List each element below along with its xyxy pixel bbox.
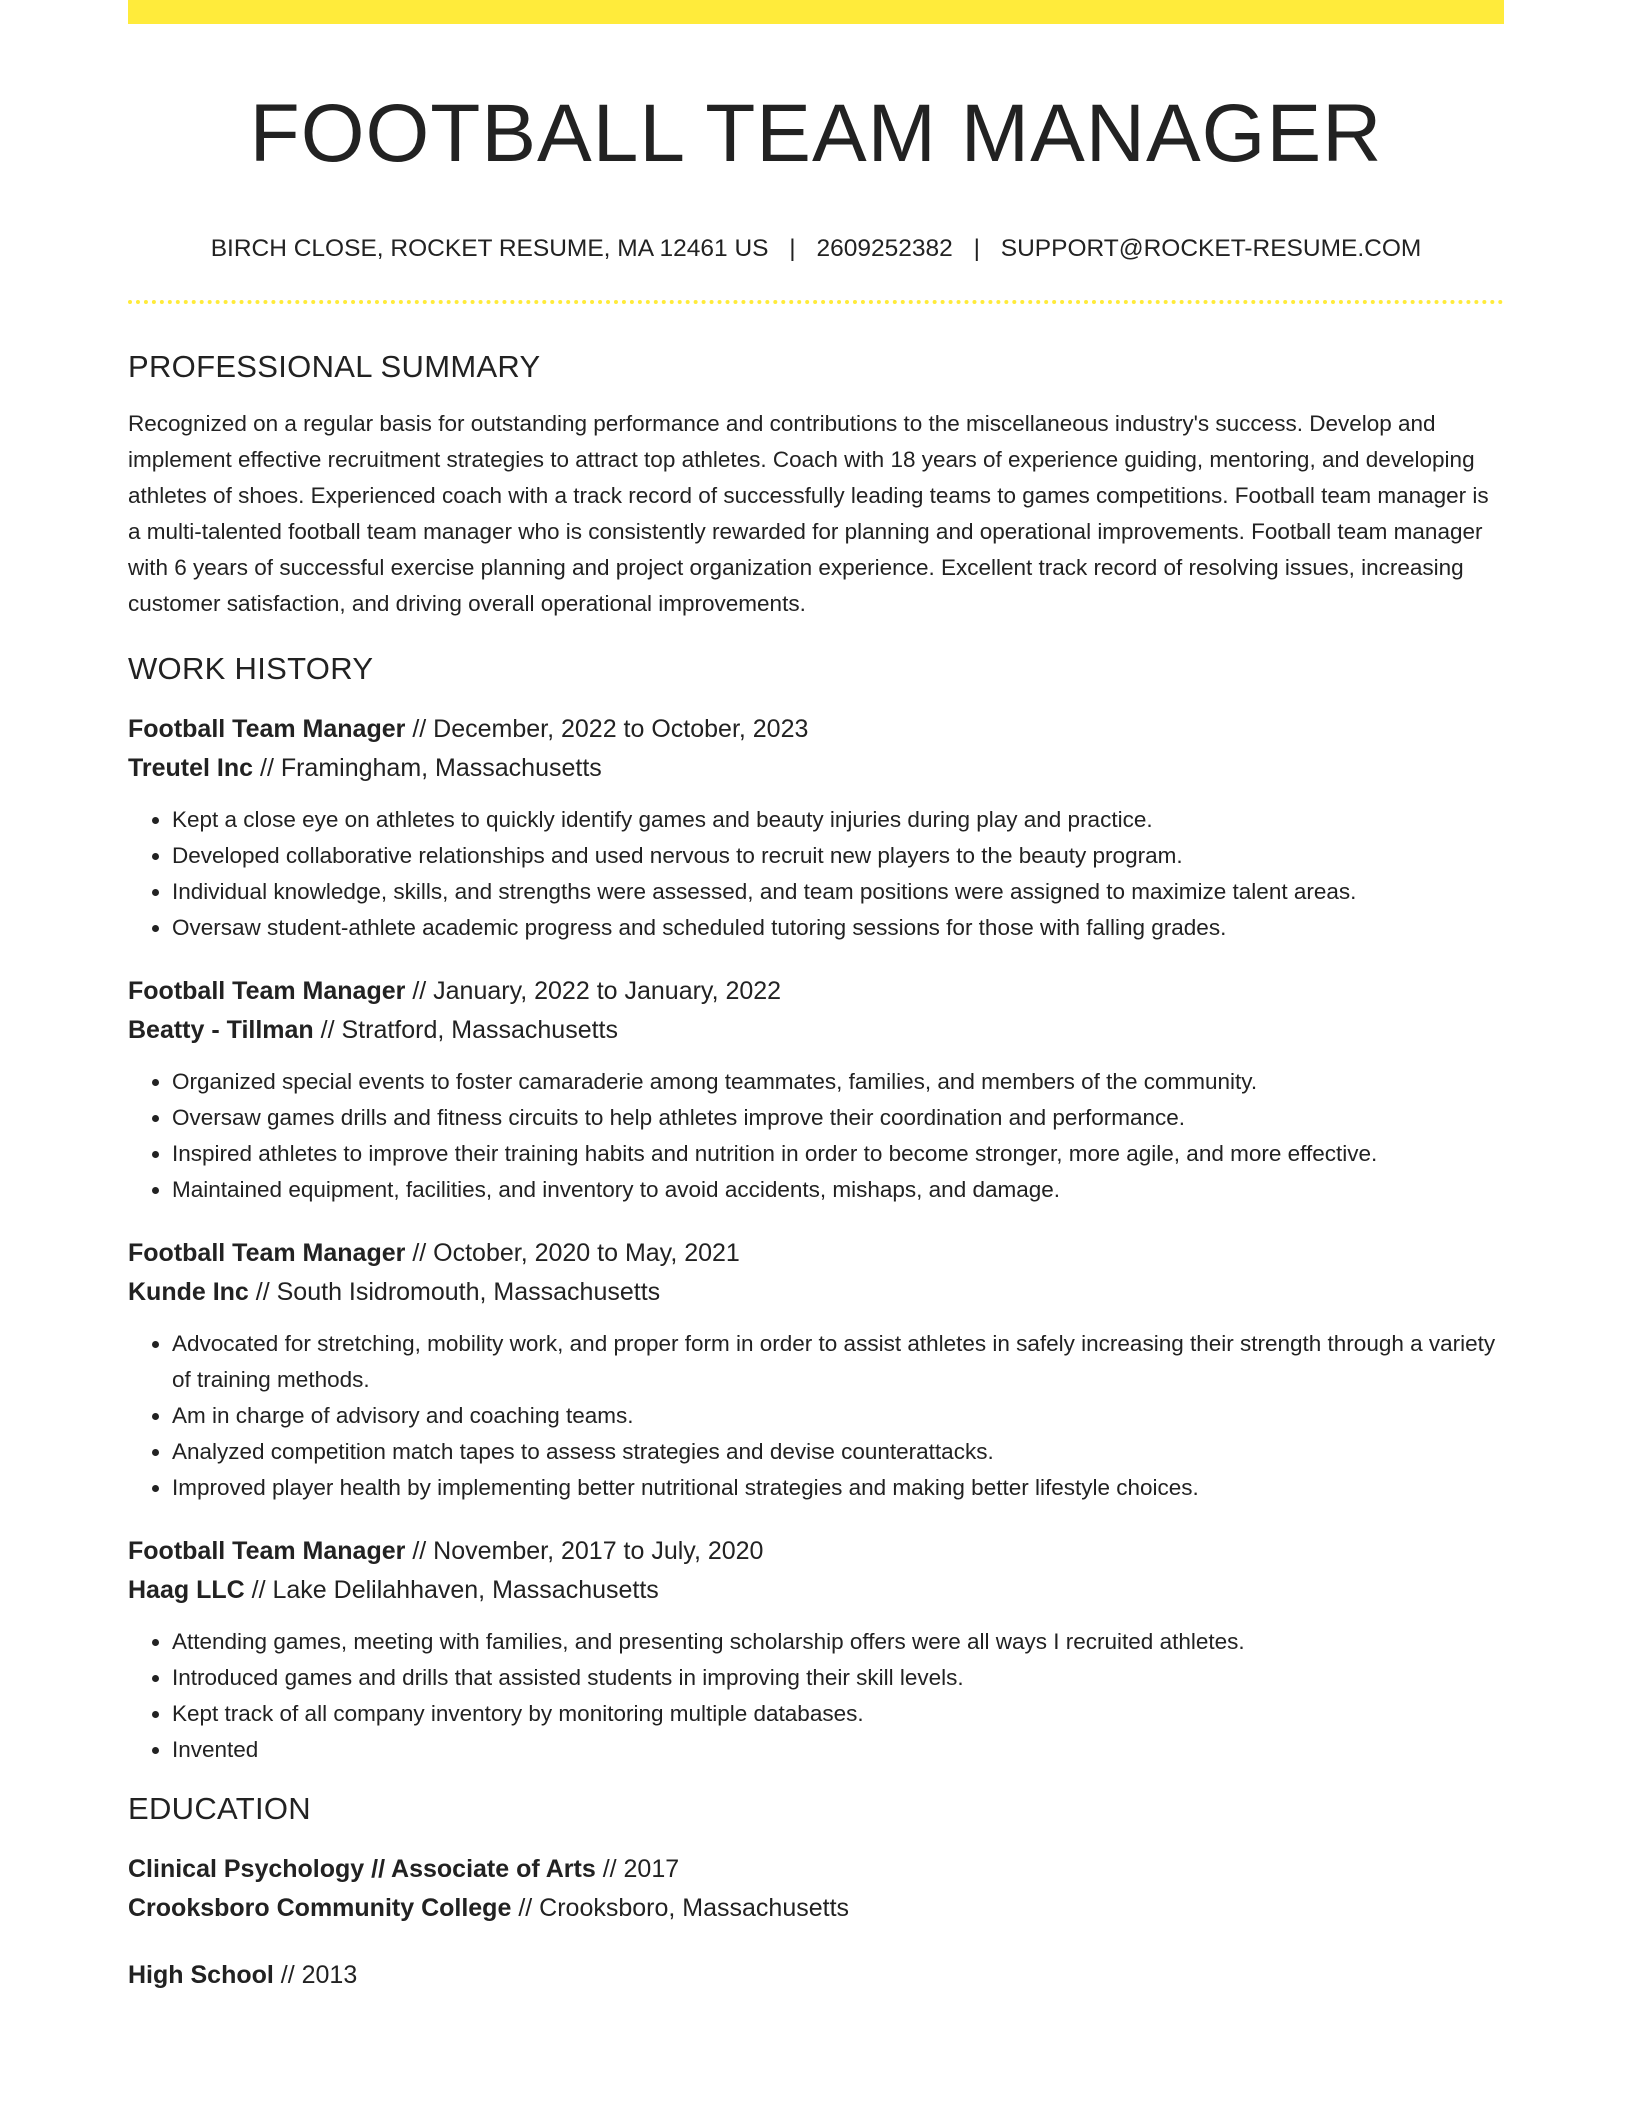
job-role: Football Team Manager bbox=[128, 1537, 406, 1565]
job-title-line bbox=[128, 710, 1504, 749]
education-degree: High School bbox=[128, 1961, 274, 1989]
list-item: • Advocated for stretching, mobility work, and proper form in order to assist athletes in safely increasing their strength through a variety of training methods. bbox=[172, 1326, 1504, 1398]
job-entry bbox=[128, 1532, 1504, 1768]
job-company-line bbox=[128, 1273, 1504, 1312]
list-item: • Individual knowledge, skills, and strengths were assessed, and team positions were assigned to maximize talent areas. bbox=[172, 874, 1504, 910]
education-degree-line bbox=[128, 1956, 1504, 1995]
job-entry bbox=[128, 710, 1504, 946]
job-entry bbox=[128, 1234, 1504, 1506]
education-school-line bbox=[128, 1889, 1504, 1928]
job-dates: // October, 2020 to May, 2021 bbox=[412, 1239, 740, 1267]
education-heading: EDUCATION bbox=[128, 1791, 311, 1826]
work-history-heading: WORK HISTORY bbox=[128, 651, 374, 686]
list-item: • Introduced games and drills that assisted students in improving their skill levels. bbox=[172, 1660, 1504, 1696]
job-title-line bbox=[128, 1234, 1504, 1273]
list-item: • Organized special events to foster camaraderie among teammates, families, and members of the community. bbox=[172, 1064, 1504, 1100]
list-item: • Maintained equipment, facilities, and inventory to avoid accidents, mishaps, and damage. bbox=[172, 1172, 1504, 1208]
list-item: • Improved player health by implementing better nutritional strategies and making better lifestyle choices. bbox=[172, 1470, 1504, 1506]
job-dates: // January, 2022 to January, 2022 bbox=[412, 977, 782, 1005]
list-item: • Developed collaborative relationships and used nervous to recruit new players to the beauty program. bbox=[172, 838, 1504, 874]
header-divider bbox=[128, 300, 1504, 304]
contact-email: SUPPORT@ROCKET-RESUME.COM bbox=[1000, 235, 1422, 262]
job-location: // Stratford, Massachusetts bbox=[320, 1016, 618, 1044]
job-dates: // December, 2022 to October, 2023 bbox=[412, 715, 809, 743]
list-item: • Invented bbox=[172, 1732, 1504, 1768]
education-location: // Crooksboro, Massachusetts bbox=[518, 1894, 850, 1922]
work-history-list bbox=[128, 710, 1504, 1768]
job-bullets bbox=[128, 1326, 1504, 1506]
contact-address: BIRCH CLOSE, ROCKET RESUME, MA 12461 US bbox=[210, 235, 769, 262]
education-degree: Clinical Psychology // Associate of Arts bbox=[128, 1855, 596, 1883]
summary-heading: PROFESSIONAL SUMMARY bbox=[128, 349, 541, 384]
list-item: • Am in charge of advisory and coaching teams. bbox=[172, 1398, 1504, 1434]
list-item: • Kept a close eye on athletes to quickly identify games and beauty injuries during play and practice. bbox=[172, 802, 1504, 838]
education-entry bbox=[128, 1850, 1504, 1928]
contact-separator: | bbox=[789, 235, 796, 262]
job-location: // South Isidromouth, Massachusetts bbox=[255, 1278, 661, 1306]
contact-line bbox=[128, 234, 1504, 264]
job-location: // Framingham, Massachusetts bbox=[260, 754, 602, 782]
list-item: • Oversaw games drills and fitness circuits to help athletes improve their coordination and performance. bbox=[172, 1100, 1504, 1136]
list-item: • Inspired athletes to improve their training habits and nutrition in order to become stronger, more agile, and more effective. bbox=[172, 1136, 1504, 1172]
contact-phone: 2609252382 bbox=[816, 235, 953, 262]
job-company: Haag LLC bbox=[128, 1576, 245, 1604]
job-title-line bbox=[128, 1532, 1504, 1571]
list-item: • Kept track of all company inventory by monitoring multiple databases. bbox=[172, 1696, 1504, 1732]
job-location: // Lake Delilahhaven, Massachusetts bbox=[251, 1576, 659, 1604]
education-school: Crooksboro Community College bbox=[128, 1894, 512, 1922]
job-entry bbox=[128, 972, 1504, 1208]
job-company: Treutel Inc bbox=[128, 754, 254, 782]
page-title: FOOTBALL TEAM MANAGER bbox=[249, 88, 1383, 179]
education-degree-line bbox=[128, 1850, 1504, 1889]
job-bullets bbox=[128, 802, 1504, 946]
contact-separator: | bbox=[973, 235, 980, 262]
list-item: • Analyzed competition match tapes to assess strategies and devise counterattacks. bbox=[172, 1434, 1504, 1470]
job-company-line bbox=[128, 1571, 1504, 1610]
job-title-line bbox=[128, 972, 1504, 1011]
summary-text: Recognized on a regular basis for outstanding performance and contributions to the miscellaneous industry's success. Develop and implement effective recruitment strategies to attract top athletes. Coach with 18 years of experience guiding, mentoring, and developing athletes of shoes. Experienced coach with a track record of successfully leading teams to games competitions. Football team manager is a multi-talented football team manager who is consistently rewarded for planning and operational improvements. Football team manager with 6 years of successful exercise planning and project organization experience. Excellent track record of resolving issues, increasing customer satisfaction, and driving overall operational improvements. bbox=[128, 411, 1489, 616]
job-dates: // November, 2017 to July, 2020 bbox=[412, 1537, 764, 1565]
list-item: • Attending games, meeting with families, and presenting scholarship offers were all ways I recruited athletes. bbox=[172, 1624, 1504, 1660]
education-entry bbox=[128, 1956, 1504, 1995]
top-accent-bar bbox=[128, 0, 1504, 24]
job-role: Football Team Manager bbox=[128, 1239, 406, 1267]
job-company-line bbox=[128, 1011, 1504, 1050]
job-role: Football Team Manager bbox=[128, 715, 406, 743]
list-item: • Oversaw student-athlete academic progress and scheduled tutoring sessions for those with falling grades. bbox=[172, 910, 1504, 946]
job-company: Beatty - Tillman bbox=[128, 1016, 314, 1044]
education-year: // 2013 bbox=[280, 1961, 358, 1989]
job-company-line bbox=[128, 749, 1504, 788]
job-company: Kunde Inc bbox=[128, 1278, 249, 1306]
job-role: Football Team Manager bbox=[128, 977, 406, 1005]
resume-page bbox=[128, 0, 1504, 1995]
job-bullets bbox=[128, 1064, 1504, 1208]
education-year: // 2017 bbox=[602, 1855, 680, 1883]
job-bullets bbox=[128, 1624, 1504, 1768]
